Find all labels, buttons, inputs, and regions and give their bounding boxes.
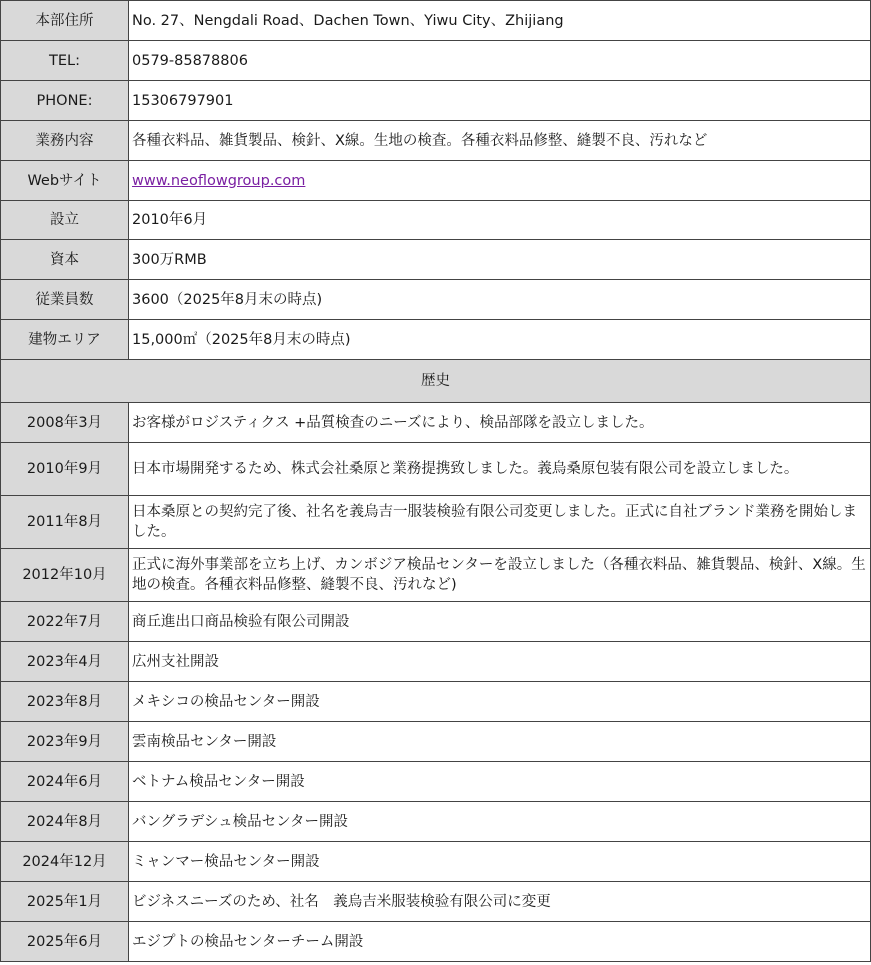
label-phone: PHONE: bbox=[1, 81, 129, 121]
history-text: ビジネスニーズのため、社名 義烏吉米服装検验有限公司に変更 bbox=[129, 882, 871, 922]
history-date: 2024年12月 bbox=[1, 842, 129, 882]
history-date: 2023年9月 bbox=[1, 722, 129, 762]
value-founded: 2010年6月 bbox=[129, 201, 871, 240]
history-date: 2022年7月 bbox=[1, 602, 129, 642]
history-text: 雲南検品センター開設 bbox=[129, 722, 871, 762]
history-date: 2023年8月 bbox=[1, 682, 129, 722]
history-text: メキシコの検品センター開設 bbox=[129, 682, 871, 722]
history-text: 日本桑原との契約完了後、社名を義烏吉一服装検验有限公司変更しました。正式に自社ブランド業務を開始しました。 bbox=[129, 496, 871, 549]
label-capital: 資本 bbox=[1, 240, 129, 280]
history-row bbox=[1, 682, 871, 722]
value-business: 各種衣料品、雑貨製品、検針、X線。生地の検査。各種衣料品修整、縫製不良、汚れなど bbox=[129, 121, 871, 161]
row-employees bbox=[1, 280, 871, 320]
history-text: 広州支社開設 bbox=[129, 642, 871, 682]
history-text: 商丘進出口商品検验有限公司開設 bbox=[129, 602, 871, 642]
history-text: エジプトの検品センターチーム開設 bbox=[129, 922, 871, 962]
row-building-area bbox=[1, 320, 871, 360]
history-date: 2025年1月 bbox=[1, 882, 129, 922]
row-capital bbox=[1, 240, 871, 280]
value-tel: 0579-85878806 bbox=[129, 41, 871, 81]
history-row bbox=[1, 403, 871, 443]
history-row bbox=[1, 642, 871, 682]
history-date: 2024年8月 bbox=[1, 802, 129, 842]
row-business bbox=[1, 121, 871, 161]
history-row bbox=[1, 443, 871, 496]
row-founded bbox=[1, 201, 871, 240]
history-date: 2008年3月 bbox=[1, 403, 129, 443]
history-text: お客様がロジスティクス +品質検査のニーズにより、検品部隊を設立しました。 bbox=[129, 403, 871, 443]
label-building-area: 建物エリア bbox=[1, 320, 129, 360]
row-phone bbox=[1, 81, 871, 121]
history-row bbox=[1, 882, 871, 922]
value-employees: 3600（2025年8月末の時点) bbox=[129, 280, 871, 320]
row-website bbox=[1, 161, 871, 201]
history-text: バングラデシュ検品センター開設 bbox=[129, 802, 871, 842]
history-text: ミャンマー検品センター開設 bbox=[129, 842, 871, 882]
history-row bbox=[1, 842, 871, 882]
history-row bbox=[1, 602, 871, 642]
value-address: No. 27、Nengdali Road、Dachen Town、Yiwu City、Zhijiang bbox=[129, 1, 871, 41]
label-tel: TEL: bbox=[1, 41, 129, 81]
history-date: 2023年4月 bbox=[1, 642, 129, 682]
row-address bbox=[1, 1, 871, 41]
value-capital: 300万RMB bbox=[129, 240, 871, 280]
value-phone: 15306797901 bbox=[129, 81, 871, 121]
label-business: 業務内容 bbox=[1, 121, 129, 161]
history-date: 2010年9月 bbox=[1, 443, 129, 496]
history-row bbox=[1, 802, 871, 842]
value-building-area: 15,000㎡（2025年8月末の時点) bbox=[129, 320, 871, 360]
value-website-cell bbox=[129, 161, 871, 201]
history-section-title: 歴史 bbox=[1, 360, 871, 403]
history-row bbox=[1, 762, 871, 802]
history-row bbox=[1, 722, 871, 762]
history-text: 日本市場開発するため、株式会社桑原と業務提携致しました。義烏桑原包装有限公司を設立しました。 bbox=[129, 443, 871, 496]
row-history-header bbox=[1, 360, 871, 403]
history-row bbox=[1, 549, 871, 602]
history-row bbox=[1, 922, 871, 962]
history-date: 2012年10月 bbox=[1, 549, 129, 602]
label-address: 本部住所 bbox=[1, 1, 129, 41]
history-text: ベトナム検品センター開設 bbox=[129, 762, 871, 802]
label-founded: 設立 bbox=[1, 201, 129, 240]
history-row bbox=[1, 496, 871, 549]
label-website: Webサイト bbox=[1, 161, 129, 201]
history-date: 2011年8月 bbox=[1, 496, 129, 549]
history-date: 2025年6月 bbox=[1, 922, 129, 962]
website-link[interactable]: www.neoflowgroup.com bbox=[132, 172, 306, 189]
history-text: 正式に海外事業部を立ち上げ、カンボジア検品センターを設立しました（各種衣料品、雑貨製品、検針、X線。生地の検査。各種衣料品修整、縫製不良、汚れなど) bbox=[129, 549, 871, 602]
history-date: 2024年6月 bbox=[1, 762, 129, 802]
label-employees: 従業員数 bbox=[1, 280, 129, 320]
row-tel bbox=[1, 41, 871, 81]
